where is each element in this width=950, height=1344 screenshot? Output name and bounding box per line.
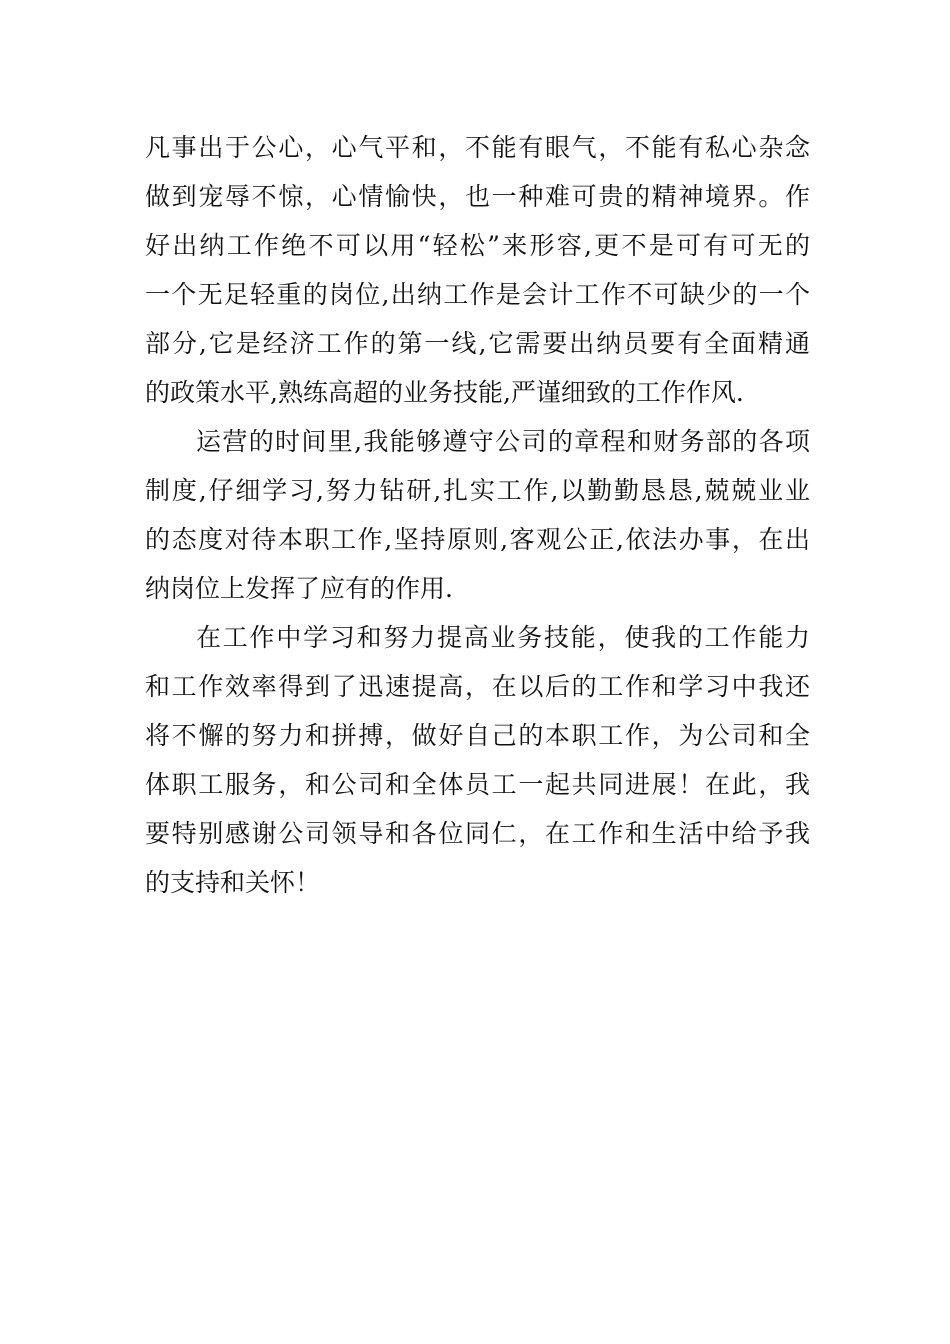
text-line: 的态度对待本职工作,坚持原则,客观公正,依法办事，在出 [145,525,810,554]
text-line: 将不懈的努力和拼搏，做好自己的本职工作，为公司和全 [145,721,810,750]
document-body [145,123,810,907]
paragraph-2 [145,417,810,613]
text-line: 纳岗位上发挥了应有的作用. [145,574,453,603]
text-line: 一个无足轻重的岗位,出纳工作是会计工作不可缺少的一个 [145,280,810,309]
text-line: 的支持和关怀！ [145,868,321,897]
text-line: 在工作中学习和努力提高业务技能，使我的工作能力 [196,623,810,652]
text-line: 好出纳工作绝不可以用“轻松”来形容,更不是可有可无的 [145,231,810,260]
text-line: 制度,仔细学习,努力钻研,扎实工作,以勤勤恳恳,兢兢业业 [145,476,810,505]
text-line: 凡事出于公心，心气平和，不能有眼气，不能有私心杂念 [145,133,810,162]
text-line: 部分,它是经济工作的第一线,它需要出纳员要有全面精通 [145,329,810,358]
text-line: 和工作效率得到了迅速提高，在以后的工作和学习中我还 [145,672,810,701]
text-line: 做到宠辱不惊，心情愉快，也一种难可贵的精神境界。作 [145,182,810,211]
text-line: 体职工服务，和公司和全体员工一起共同进展！在此，我 [145,770,810,799]
text-line: 要特别感谢公司领导和各位同仁，在工作和生活中给予我 [145,819,810,848]
text-line: 的政策水平,熟练高超的业务技能,严谨细致的工作作风. [145,378,744,407]
paragraph-3 [145,613,810,907]
text-line: 运营的时间里,我能够遵守公司的章程和财务部的各项 [196,427,810,456]
paragraph-1 [145,123,810,417]
